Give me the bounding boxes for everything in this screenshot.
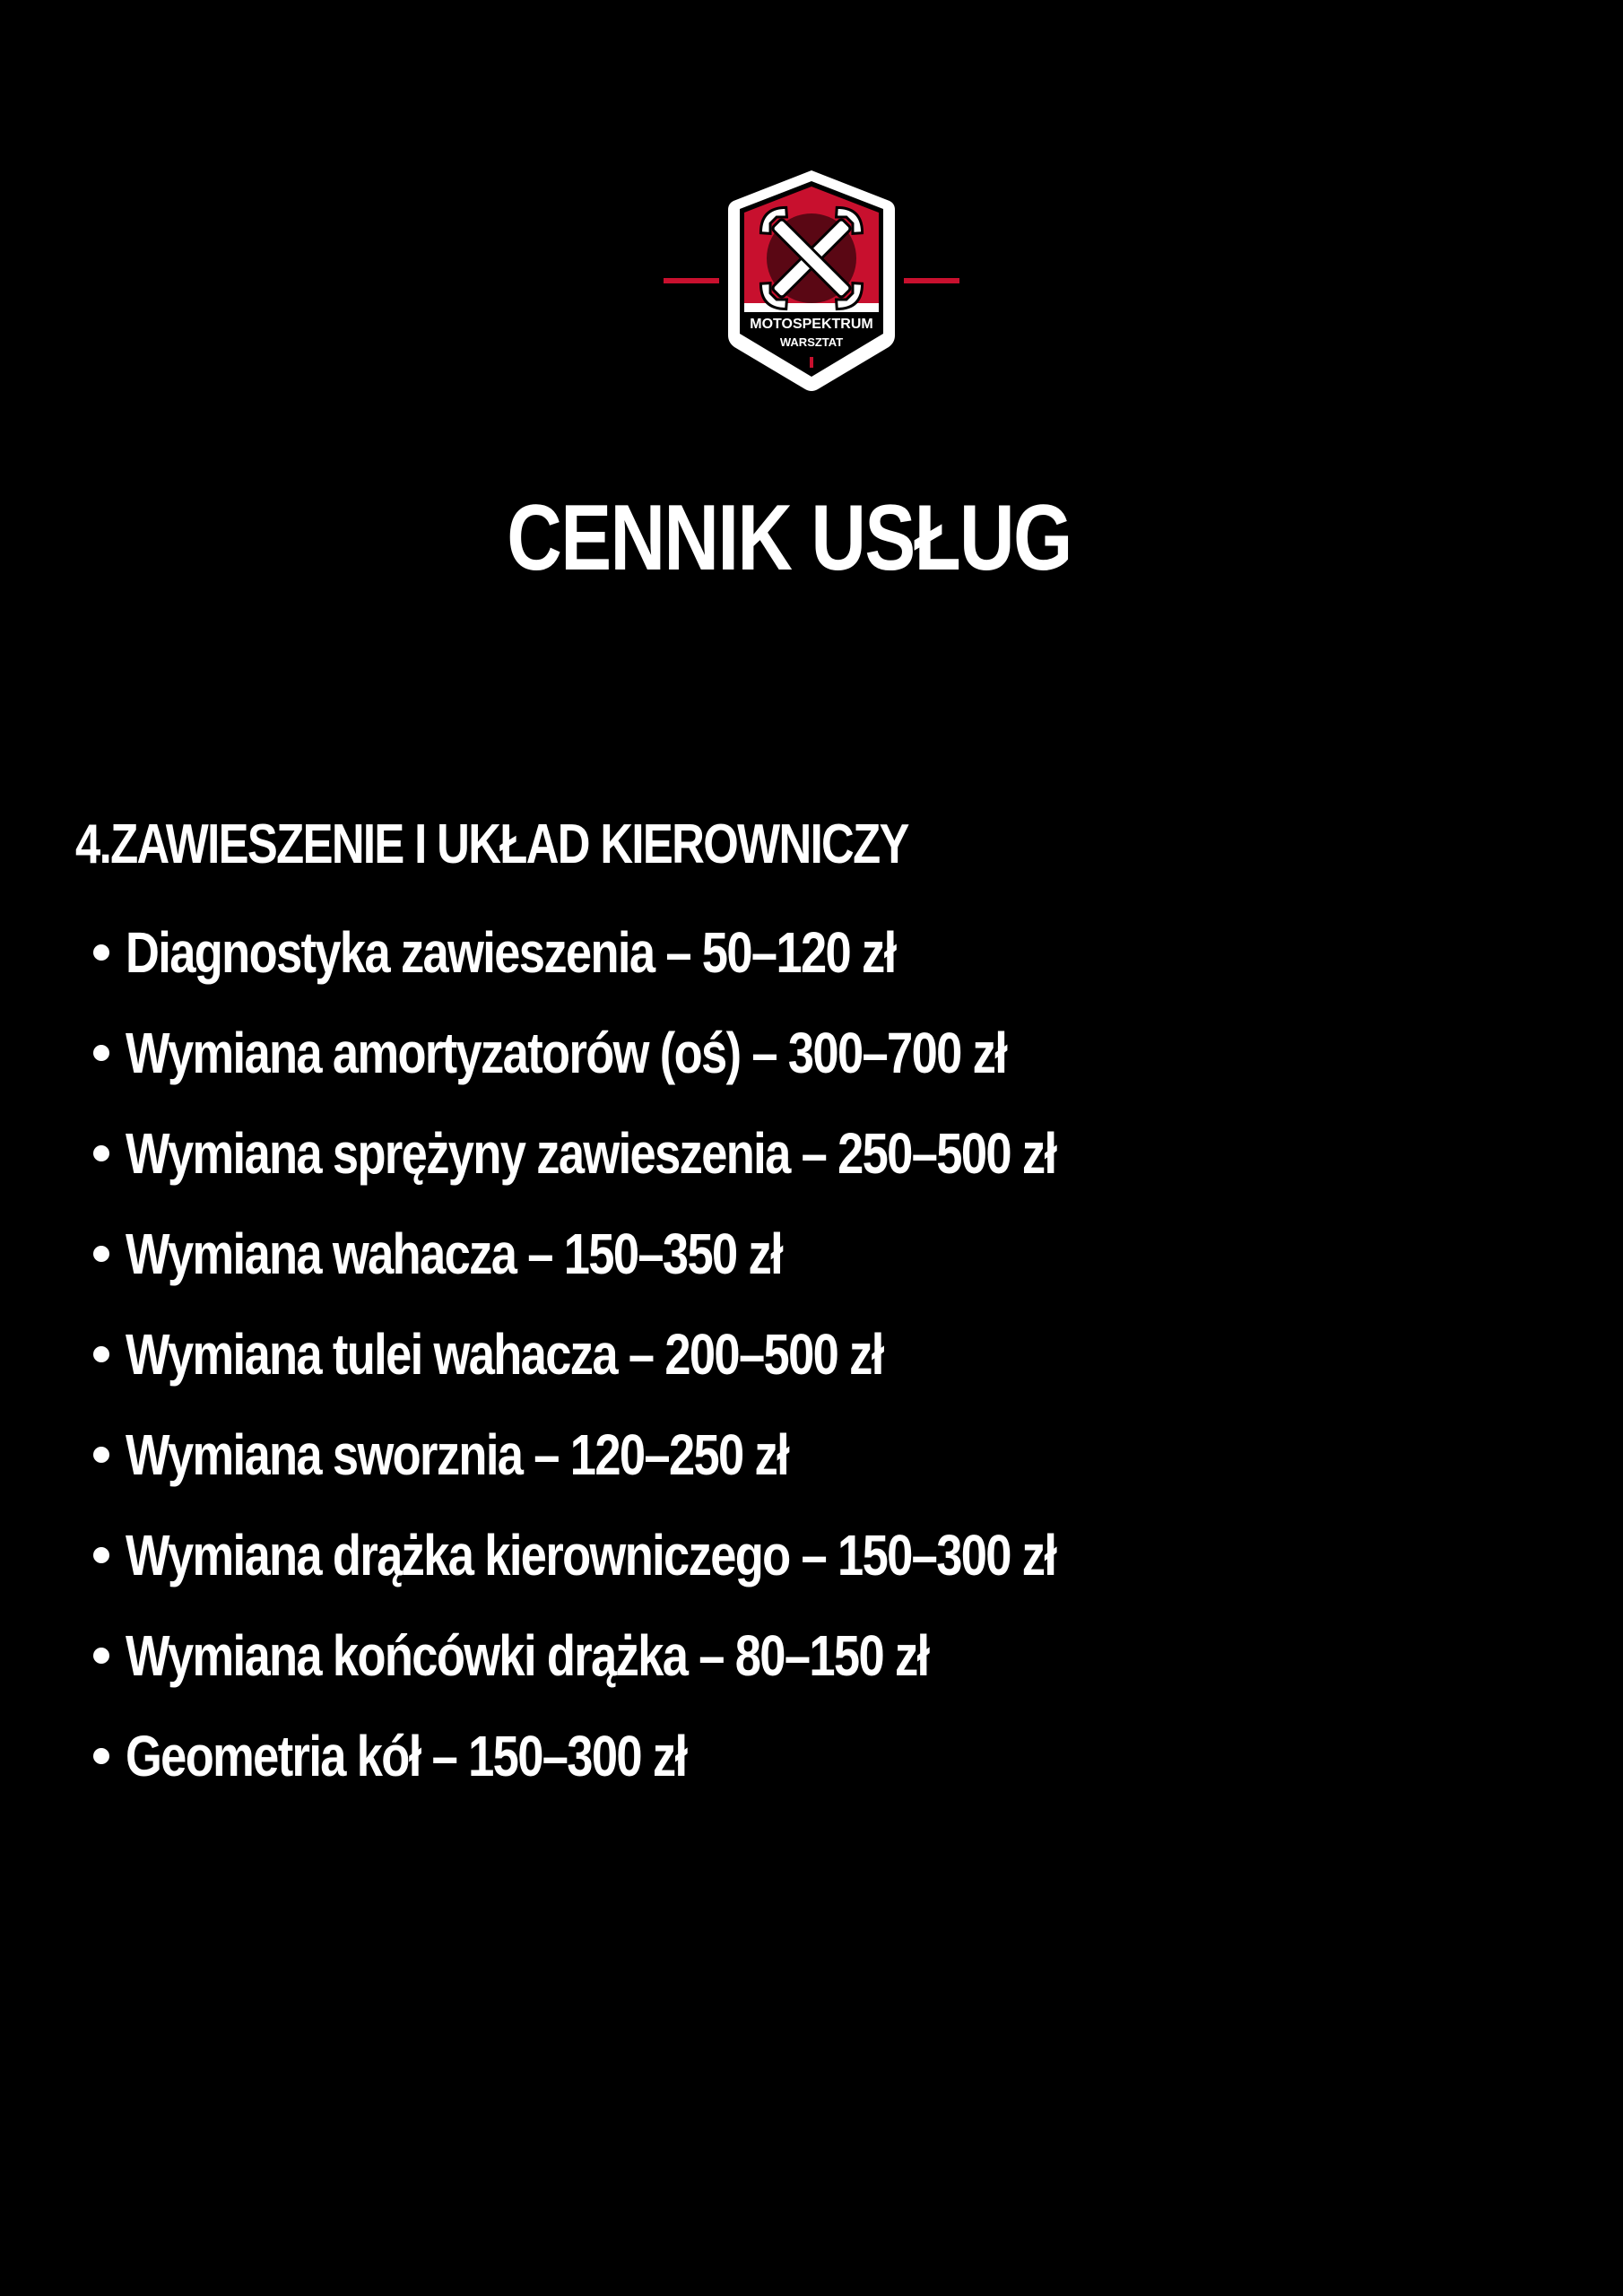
list-item-text: Geometria kół – 150–300 zł <box>126 1724 687 1788</box>
bullet-icon <box>93 1246 109 1262</box>
list-item-text: Wymiana sworznia – 120–250 zł <box>126 1422 789 1487</box>
bullet-icon <box>93 944 109 961</box>
bullet-icon <box>93 1447 109 1463</box>
list-item-text: Wymiana sprężyny zawieszenia – 250–500 zł <box>126 1121 1056 1186</box>
logo-text-band <box>744 303 879 312</box>
list-item <box>75 1204 1331 1304</box>
bullet-icon <box>93 1648 109 1664</box>
list-item <box>75 1003 1331 1103</box>
section-heading: 4.ZAWIESZENIE I UKŁAD KIEROWNICZY <box>75 813 908 875</box>
list-item <box>75 1505 1331 1605</box>
logo-left-line <box>664 278 719 283</box>
logo-text-line2: WARSZTAT <box>779 335 844 349</box>
list-item-text: Wymiana amortyzatorów (oś) – 300–700 zł <box>126 1021 1007 1085</box>
list-item <box>75 1304 1331 1405</box>
list-item <box>75 1605 1331 1706</box>
list-item-text: Wymiana końcówki drążka – 80–150 zł <box>126 1623 929 1688</box>
bullet-icon <box>93 1547 109 1563</box>
price-section <box>75 805 1331 1806</box>
list-item-text: Wymiana drążka kierowniczego – 150–300 zł <box>126 1523 1056 1587</box>
price-list <box>75 902 1331 1806</box>
list-item-text: Diagnostyka zawieszenia – 50–120 zł <box>126 920 896 985</box>
bullet-icon <box>93 1748 109 1764</box>
bullet-icon <box>93 1346 109 1362</box>
list-item <box>75 1706 1331 1806</box>
workshop-logo <box>664 169 959 393</box>
bullet-icon <box>93 1145 109 1161</box>
list-item-text: Wymiana wahacza – 150–350 zł <box>126 1222 783 1286</box>
logo-right-line <box>904 278 959 283</box>
bullet-icon <box>93 1045 109 1061</box>
list-item <box>75 1405 1331 1505</box>
page-title: CENNIK USŁUG <box>507 486 1072 590</box>
logo-text-line1: MOTOSPEKTRUM <box>750 317 873 332</box>
list-item <box>75 902 1331 1003</box>
list-item-text: Wymiana tulei wahacza – 200–500 zł <box>126 1322 883 1387</box>
list-item <box>75 1103 1331 1204</box>
logo-bottom-tick <box>810 357 813 368</box>
